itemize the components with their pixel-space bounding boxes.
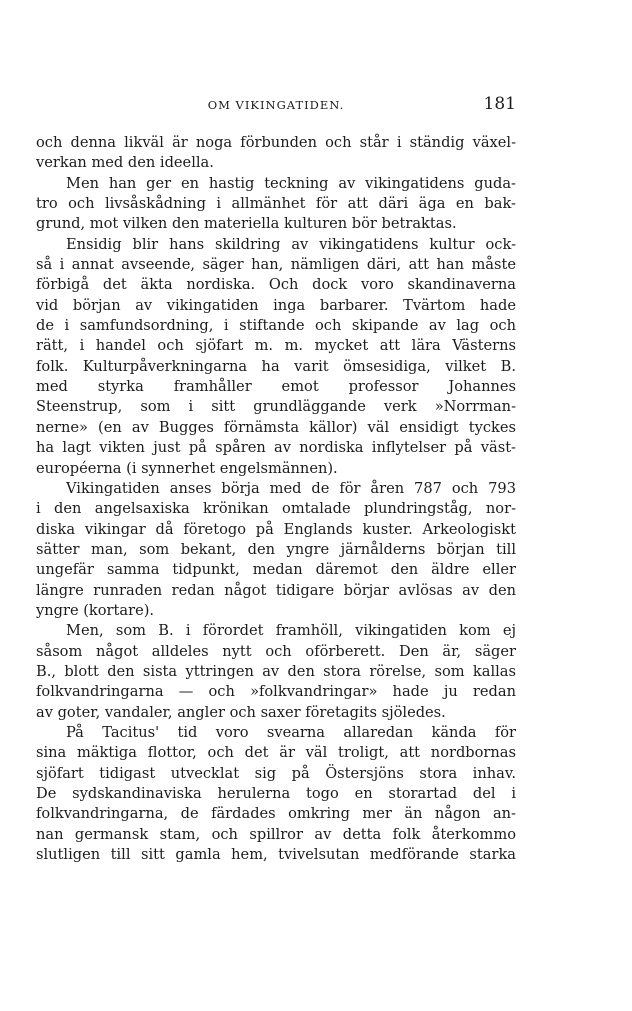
text-line: Men han ger en hastig teckning av vikingatidens guda- [66,174,516,192]
text-line: ungefär samma tidpunkt, medan däremot den äldre eller [36,561,516,579]
text-line: såsom något alldeles nytt och oförberett. Den är, säger [36,642,516,660]
text-line: sätter man, som bekant, den yngre järnålderns början till [36,540,516,558]
text-line: Men, som B. i förordet framhöll, vikingatiden kom ej [66,622,516,640]
text-line: sina mäktiga flottor, och det är väl troligt, att nordbornas [36,744,516,762]
text-line: de i samfundsordning, i stiftande och skipande av lag och [36,317,516,335]
text-line: yngre (kortare). [36,601,155,619]
running-title: OM VIKINGATIDEN. [207,98,345,112]
body-text [36,133,516,865]
text-line: vid början av vikingatiden inga barbarer. Tvärtom hade [36,296,516,314]
text-line: längre runraden redan något tidigare börjar avlösas av den [36,581,516,599]
text-line: nerne» (en av Bugges förnämsta källor) väl ensidigt tyckes [36,418,516,436]
text-line: verkan med den ideella. [36,154,214,172]
page-header [36,94,516,120]
page-number: 181 [483,94,516,114]
text-line: folk. Kulturpåverkningarna ha varit ömsesidiga, vilket B. [36,357,516,375]
text-line: nan germansk stam, och spillror av detta folk återkommo [36,825,516,843]
text-line: folkvandringarna, de färdades omkring mer än någon an- [36,805,516,823]
text-line: Vikingatiden anses börja med de för åren 787 och 793 [66,479,516,497]
text-line: av goter, vandaler, angler och saxer företagits sjöledes. [36,703,446,721]
text-line: slutligen till sitt gamla hem, tvivelsutan medförande starka [36,846,516,864]
text-line: européerna (i synnerhet engelsmännen). [36,459,338,477]
text-line: så i annat avseende, säger han, nämligen däri, att han måste [36,256,516,274]
text-line: B., blott den sista yttringen av den stora rörelse, som kallas [36,662,516,680]
text-line: De sydskandinaviska herulerna togo en storartad del i [36,785,516,802]
text-line: På Tacitus' tid voro svearna allaredan kända för [66,723,516,741]
text-line: sjöfart tidigast utvecklat sig på Östersjöns stora inhav. [36,764,516,782]
text-line: tro och livsåskådning i allmänhet för att däri äga en bak- [36,195,516,213]
text-line: Ensidig blir hans skildring av vikingatidens kultur ock- [66,235,516,253]
text-line: med styrka framhåller emot professor Johannes [36,378,516,396]
text-line: grund, mot vilken den materiella kulturen bör betraktas. [36,215,457,233]
text-line: och denna likväl är noga förbunden och står i ständig växel- [36,134,516,151]
text-line: rätt, i handel och sjöfart m. m. mycket att lära Västerns [36,337,516,355]
text-line: ha lagt vikten just på spåren av nordiska inflytelser på väst- [36,439,516,457]
text-line: folkvandringarna — och »folkvandringar» hade ju redan [36,683,516,701]
text-line: diska vikingar då företogo på Englands kuster. Arkeologiskt [36,520,516,538]
text-line: i den angelsaxiska krönikan omtalade plundringståg, nor- [36,500,516,518]
text-line: Steenstrup, som i sitt grundläggande verk »Norrman- [36,398,516,416]
text-line: förbigå det äkta nordiska. Och dock voro skandinaverna [36,276,516,294]
